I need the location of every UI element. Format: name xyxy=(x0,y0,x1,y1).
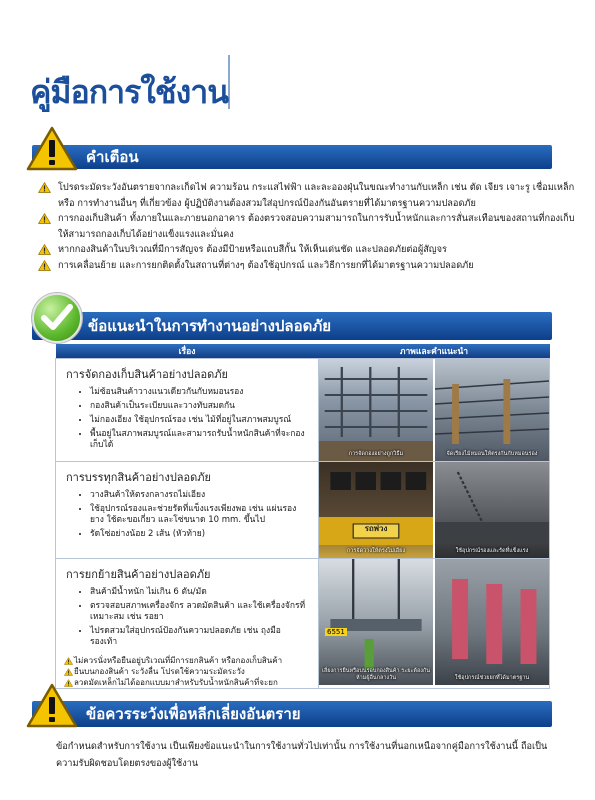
warning-banner xyxy=(32,145,552,169)
list-item: • ตรวจสอบสภาพเครื่องจักร ลวดมัดสินค้า และใช้เครื่องจักรที่เหมาะสม เช่น รอยา xyxy=(90,601,308,623)
warning-item xyxy=(38,258,578,274)
warning-heading: คำเตือน xyxy=(86,148,139,166)
page-title: คู่มือการใช้งาน xyxy=(30,73,229,111)
warning-icon xyxy=(38,213,51,224)
warning-icon xyxy=(38,182,51,193)
photo-lifting-slings xyxy=(435,559,549,685)
warning-icon xyxy=(38,260,51,271)
lifting-note xyxy=(56,666,318,677)
hazard-text: ข้อกำหนดสำหรับการใช้งาน เป็นเพียงข้อแนะนำในการใช้งานทั่วไปเท่านั้น การใช้งานที่นอกเหนือจากคู่มือการใช้งานนี้ ถือเป็นความรับผิดชอบโดยตรงของผู้ใช้งาน xyxy=(56,741,548,769)
list-item: • ไปรดสวมใส่อุปกรณ์ป้องกันความปลอดภัย เช่น ถุงมือ รองเท้า xyxy=(90,626,308,648)
photo-truck-load xyxy=(319,462,433,558)
photo-caption: การจัดวางให้ตรงไม่เอียง xyxy=(346,548,406,554)
warning-text: การกองเก็บสินค้า ทั้งภายในและภายนอกอาคาร ต้องตรวจสอบความสามารถในการรับน้ำหนักและการสั่นสะเทือนของสถานที่กองเก็บ ให้สามารถกองเก็บได้อย่างแข็งแรงและมั่นคง xyxy=(58,213,575,240)
list-item: • ไม่ซ้อนสินค้าวางแนวเดียวกันกับหมอนรอง xyxy=(90,387,308,398)
table-row xyxy=(56,359,550,462)
column-header-image: ภาพและคำแนะนำ xyxy=(319,344,550,359)
photo-crane-lift xyxy=(319,559,433,685)
note-text: ลวดมัดเหล็กไม่ได้ออกแบบมาสำหรับรับน้ำหนักสินค้าที่จะยก xyxy=(74,678,278,687)
row-topic: การจัดกองเก็บสินค้าอย่างปลอดภัย xyxy=(66,368,228,381)
list-item: • กองสินค้าเป็นระเบียบและวางทับสมดกัน xyxy=(90,401,308,412)
photo-caption: จัดเรียงไม้หมอนให้ตรงกันกับหมอนรอง xyxy=(446,451,538,457)
table-row xyxy=(56,559,550,689)
column-header-topic: เรื่อง xyxy=(56,344,319,359)
warning-icon xyxy=(26,683,78,729)
warning-item xyxy=(38,180,578,211)
photo-caption: ใช้อุปกรณ์รองและรัดที่แข็งแรง xyxy=(455,548,529,554)
photo-timber-supports xyxy=(435,359,549,461)
list-item: • สินค้ามีน้ำหนัก ไม่เกิน 6 ตัน/มัด xyxy=(90,587,308,598)
row-topic: การยกย้ายสินค้าอย่างปลอดภัย xyxy=(66,568,211,581)
list-item: • ไม่กองเอียง ใช้อุปกรณ์รอง เช่น ไม้ที่อยู่ในสภาพสมบูรณ์ xyxy=(90,415,308,426)
note-text: ยืนบนกองสินค้า ระวังลื่น โปรดใช้ความระมัดระวัง xyxy=(74,667,245,676)
warning-text: โปรดระมัดระวังอันตรายจากละเก็ดไฟ ความร้อน กระแสไฟฟ้า และละอองฝุ่นในขณะทำงานกับเหล็ก เช่น ตัด เจียร เจาะรู เชื่อมเหล็ก หรือ การทำงานอื่นๆ ที่เกี่ยวข้อง ผู้ปฏิบัติงานต้องสวมใส่อุปกรณ์ป้องกันอันตรายที่ได้มาตรฐานความปลอดภัย xyxy=(58,182,575,209)
truck-sign: รถพ่วง xyxy=(364,523,388,533)
lifting-note xyxy=(56,677,318,688)
warning-icon xyxy=(38,244,51,255)
warning-icon xyxy=(64,668,73,676)
safety-banner xyxy=(32,312,552,340)
warning-list xyxy=(38,180,578,273)
hazard-heading: ข้อควรระวังเพื่อหลีกเลี่ยงอันตราย xyxy=(86,705,301,723)
warning-text: การเคลื่อนย้าย และการยกติดตั้งในสถานที่ต่างๆ ต้องใช้อุปกรณ์ และวิธีการยกที่ได้มาตรฐานความปลอดภัย xyxy=(58,259,474,271)
safety-heading: ข้อแนะนำในการทำงานอย่างปลอดภัย xyxy=(88,317,332,335)
photo-caption: การจัดกองอย่างถูกวิธีม xyxy=(348,451,404,457)
row-topic: การบรรทุกสินค้าอย่างปลอดภัย xyxy=(66,471,211,484)
list-item: • รัดโซ่อย่างน้อย 2 เส้น (หัวท้าย) xyxy=(90,529,308,540)
warning-item xyxy=(38,211,578,242)
warning-icon xyxy=(64,657,73,665)
warning-text: หากกองสินค้าในบริเวณที่มีการสัญจร ต้องมีป้ายหรือแถบสีกั้น ให้เห็นเด่นชัด และปลอดภัยต่อผู้สัญจร xyxy=(58,244,447,255)
list-item: • วางสินค้าให้ตรงกลางรถไม่เอียง xyxy=(90,490,308,501)
lifting-note xyxy=(56,655,318,666)
list-item: • ใช้อุปกรณ์รองและช่วยรัดที่แข็งแรงเพียงพอ เช่น แผ่นรองยาง ใช้ตะขอเกี่ยว และโซ่ขนาด 10 mm. ขึ้นไป xyxy=(90,504,308,526)
checkmark-icon xyxy=(32,293,82,343)
photo-caption: ใช้อุปกรณ์ช่วยยกที่ได้มาตรฐาน xyxy=(454,675,530,681)
list-item: • พื้นอยู่ในสภาพสมบูรณ์และสามารถรับน้ำหนักสินค้าที่จะกองเก็บได้ xyxy=(90,429,308,451)
safety-table xyxy=(55,344,550,689)
warning-icon xyxy=(26,126,78,172)
table-row xyxy=(56,462,550,559)
photo-caption: เลี่ยงการยืนหรือบนรอบกองสินค้า ระยะต้องกันห้ามผู้อื่นกลางวัน xyxy=(321,668,431,681)
license-plate: 6551 xyxy=(327,628,345,637)
note-text: ไม่ควรนั่งหรือยืนอยู่บริเวณที่มีการยกสินค้า หรือกองเก็บสินค้า xyxy=(74,656,283,665)
hazard-banner xyxy=(32,701,552,727)
title-divider xyxy=(228,55,230,109)
photo-chain-strap xyxy=(435,462,549,558)
warning-item xyxy=(38,242,578,258)
photo-stacked-beams xyxy=(319,359,433,461)
